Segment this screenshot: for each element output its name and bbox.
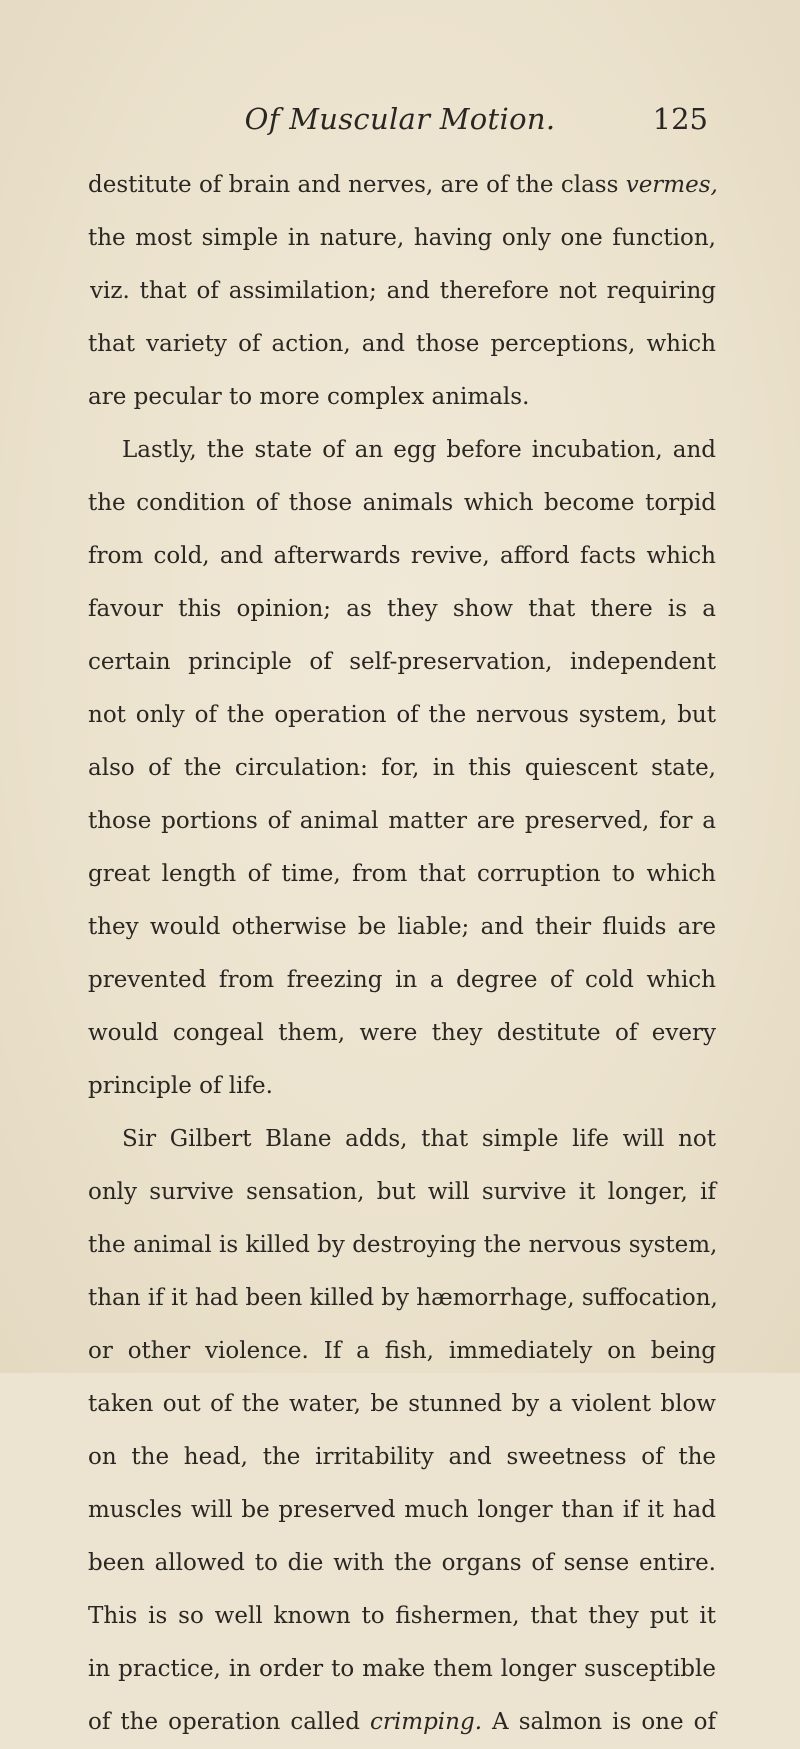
text-line: taken out of the water, be stunned by a violent blow <box>88 1391 716 1417</box>
text-line: also of the circulation: for, in this quiescent state, <box>88 755 716 781</box>
text-line: than if it had been killed by hæmorrhage, suffocation, <box>88 1285 718 1311</box>
text-line: of the operation called crimping. A salmon is one of <box>88 1709 717 1735</box>
italic-term: vermes, <box>625 172 718 198</box>
text-line: destitute of brain and nerves, are of the class vermes, <box>88 172 718 198</box>
body-text <box>88 159 716 1749</box>
page-header <box>0 102 800 142</box>
text-line: Sir Gilbert Blane adds, that simple life will not <box>122 1126 716 1152</box>
text-line: muscles will be preserved much longer than if it had <box>88 1497 716 1523</box>
text-line: in practice, in order to make them longer susceptible <box>88 1656 716 1682</box>
text-line: those portions of animal matter are preserved, for a <box>88 808 716 834</box>
italic-term: crimping. <box>370 1709 482 1735</box>
page-number: 125 <box>652 102 708 136</box>
text-line: principle of life. <box>88 1073 273 1099</box>
text-line: only survive sensation, but will survive it longer, if <box>88 1179 716 1205</box>
text-line: that variety of action, and those perceptions, which <box>88 331 716 357</box>
text-line: on the head, the irritability and sweetness of the <box>88 1444 716 1470</box>
text-line: prevented from freezing in a degree of cold which <box>88 967 716 993</box>
text-line: the most simple in nature, having only one function, <box>88 225 716 251</box>
text-line: been allowed to die with the organs of sense entire. <box>88 1550 716 1576</box>
text-line: great length of time, from that corruption to which <box>88 861 716 887</box>
text-line: from cold, and afterwards revive, afford facts which <box>88 543 716 569</box>
text-line: viz. that of assimilation; and therefore not requiring <box>90 278 716 304</box>
text-line: they would otherwise be liable; and their fluids are <box>88 914 716 940</box>
text-line: Lastly, the state of an egg before incubation, and <box>122 437 716 463</box>
text-line: would congeal them, were they destitute of every <box>88 1020 716 1046</box>
text-line: the condition of those animals which become torpid <box>88 490 716 516</box>
text-line: are pecular to more complex animals. <box>88 384 530 410</box>
text-line: This is so well known to fishermen, that they put it <box>88 1603 716 1629</box>
text-line: favour this opinion; as they show that there is a <box>88 596 716 622</box>
text-line: not only of the operation of the nervous system, but <box>88 702 716 728</box>
text-line: or other violence. If a fish, immediately on being <box>88 1338 716 1364</box>
text-line: certain principle of self-preservation, independent <box>88 649 716 675</box>
running-title: Of Muscular Motion. <box>244 102 556 136</box>
text-line: the animal is killed by destroying the nervous system, <box>88 1232 718 1258</box>
